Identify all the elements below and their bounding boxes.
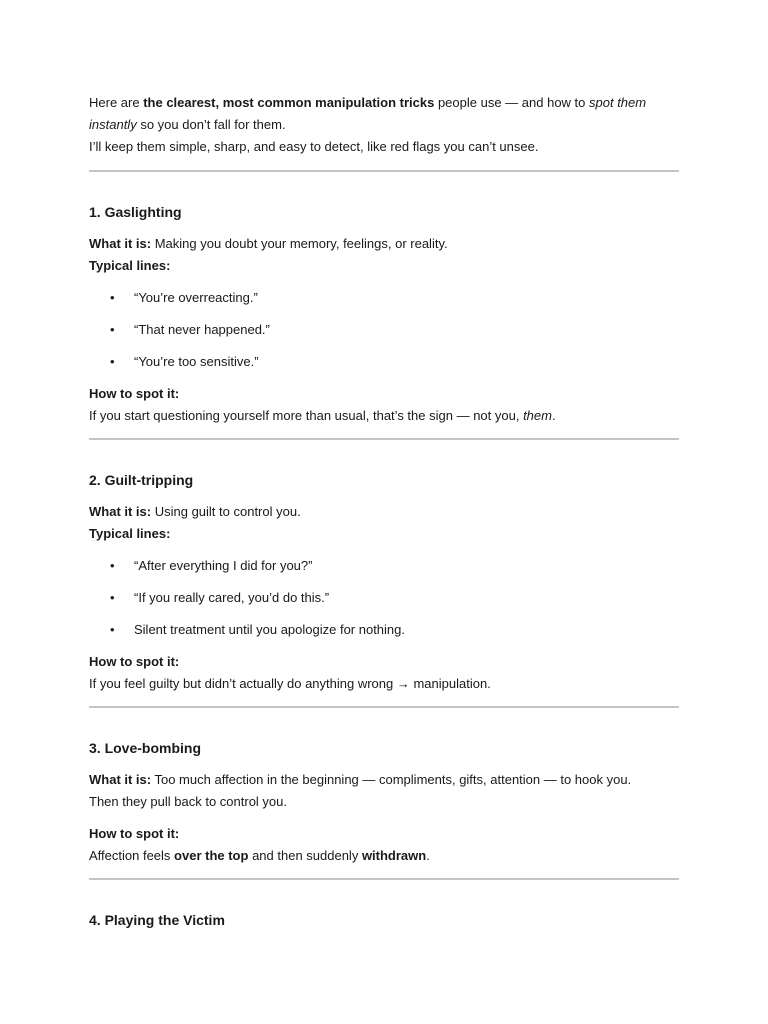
list-item [89, 319, 679, 341]
intro-text: so you don’t fall for them. [136, 117, 286, 132]
list-item-text: “If you really cared, you’d do this.” [134, 590, 330, 605]
list-item [89, 287, 679, 309]
list-item [89, 587, 679, 609]
definition [89, 233, 679, 277]
spot-paragraph [89, 651, 679, 695]
spot-text: . [426, 848, 430, 863]
definition-text-2: Then they pull back to control you. [89, 794, 288, 809]
intro-paragraph [89, 92, 679, 158]
definition [89, 769, 679, 813]
list-item [89, 619, 679, 641]
spot-text: If you start questioning yourself more than usual, that’s the sign — not you, [89, 408, 524, 423]
spot-text: Affection feels [89, 848, 175, 863]
spot-label: How to spot it: [89, 654, 180, 669]
section-title-love-bombing: 3. Love-bombing [89, 740, 201, 756]
bullet-icon: • [110, 590, 115, 605]
list-item-text: “That never happened.” [134, 322, 270, 337]
section-title-playing-the-victim: 4. Playing the Victim [89, 912, 225, 928]
bullet-icon: • [110, 322, 115, 337]
spot-text: If you feel guilty but didn’t actually do anything wrong → manipulation. [89, 676, 491, 691]
definition-text: Too much affection in the beginning — compliments, gifts, attention — to hook you. [151, 772, 632, 787]
definition-text: Making you doubt your memory, feelings, or reality. [151, 236, 448, 251]
definition-label: What it is: [89, 772, 152, 787]
spot-paragraph [89, 383, 679, 427]
section-title-guilt-tripping: 2. Guilt-tripping [89, 472, 194, 488]
definition-text: Using guilt to control you. [151, 504, 301, 519]
list-item-text: “After everything I did for you?” [134, 558, 313, 573]
spot-bold: withdrawn [361, 848, 427, 863]
bullet-icon: • [110, 558, 115, 573]
list-item-text: “You’re overreacting.” [134, 290, 258, 305]
list-item-text: Silent treatment until you apologize for nothing. [134, 622, 406, 637]
list-item-text: “You’re too sensitive.” [134, 354, 259, 369]
list-item [89, 351, 679, 373]
definition-label: What it is: [89, 504, 152, 519]
intro-italic: spot them instantly [89, 95, 647, 132]
spot-bold: over the top [174, 848, 249, 863]
definition-label: What it is: [89, 236, 152, 251]
intro-text: people use — and how to [434, 95, 590, 110]
typical-lines-label: Typical lines: [89, 526, 171, 541]
definition [89, 501, 679, 545]
example-list [89, 555, 679, 641]
typical-lines-label: Typical lines: [89, 258, 171, 273]
bullet-icon: • [110, 622, 115, 637]
section-title-gaslighting: 1. Gaslighting [89, 204, 182, 220]
intro-text: Here are [89, 95, 144, 110]
bullet-icon: • [110, 290, 115, 305]
intro-line-2: I’ll keep them simple, sharp, and easy to detect, like red flags you can’t unsee. [89, 139, 539, 154]
spot-text: . [551, 408, 556, 423]
intro-bold: the clearest, most common manipulation tricks [143, 95, 435, 110]
spot-text: and then suddenly [248, 848, 362, 863]
spot-italic: them [523, 408, 552, 423]
example-list [89, 287, 679, 373]
spot-paragraph [89, 823, 679, 867]
list-item [89, 555, 679, 577]
spot-label: How to spot it: [89, 386, 180, 401]
document-body [89, 92, 679, 931]
bullet-icon: • [110, 354, 115, 369]
spot-label: How to spot it: [89, 826, 180, 841]
